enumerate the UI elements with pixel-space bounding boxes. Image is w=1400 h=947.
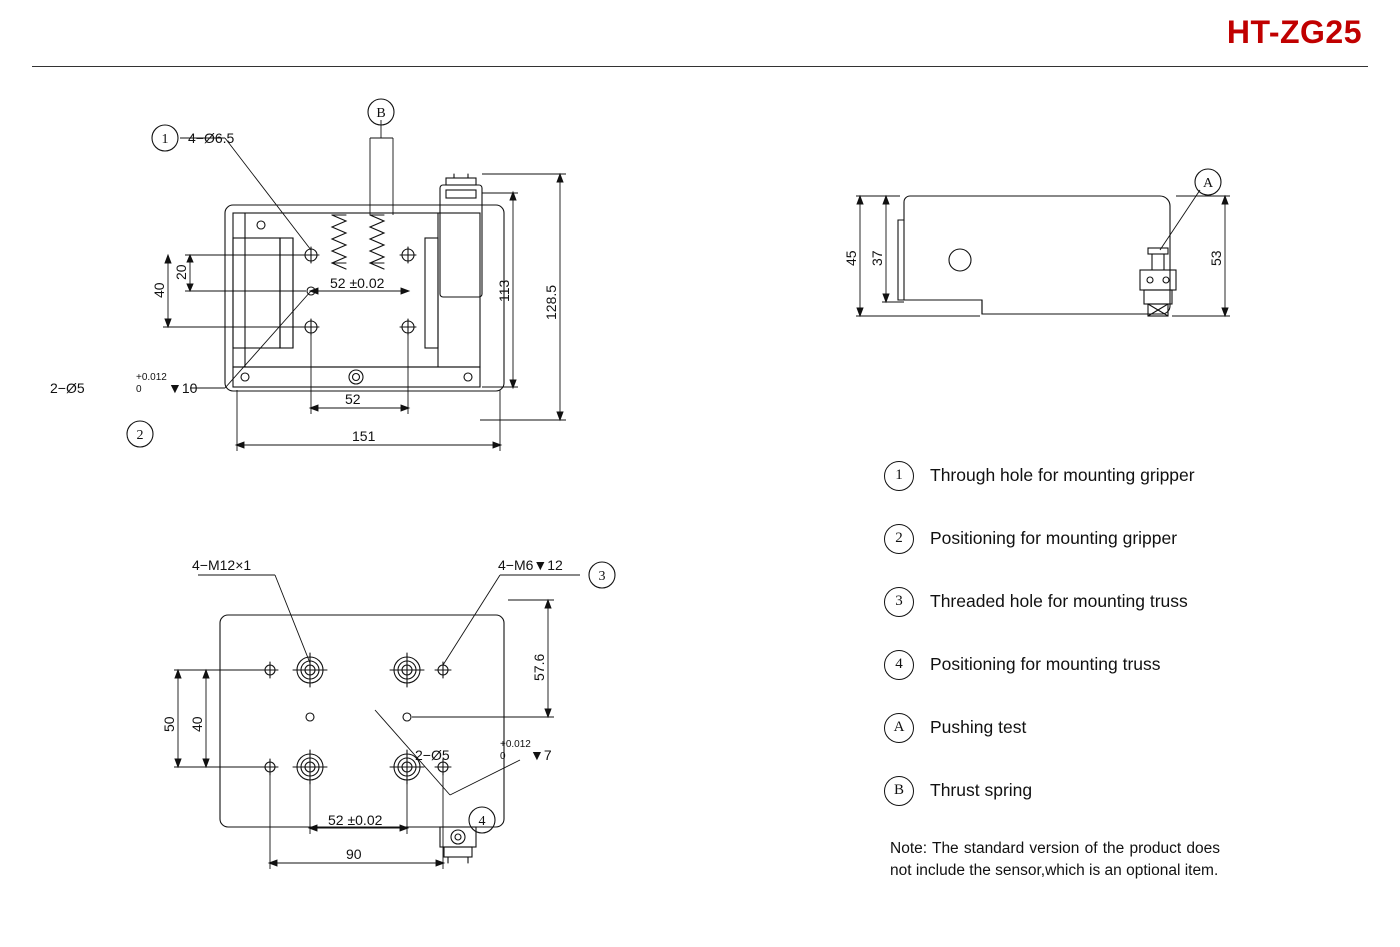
balloon-4: 4 xyxy=(478,814,486,829)
front-vert-20: 20 xyxy=(173,264,189,280)
legend-item-1 xyxy=(884,444,1354,507)
legend-item-4 xyxy=(884,633,1354,696)
front-center-52: 52 ±0.02 xyxy=(330,275,385,291)
bottom-hole-callout: 2−Ø5 xyxy=(415,747,450,763)
footnote: Note: The standard version of the product does not include the sensor,which is an optional item. xyxy=(890,840,1220,880)
balloon-1: 1 xyxy=(161,132,169,147)
front-horiz-151: 151 xyxy=(352,428,376,444)
balloon-3: 3 xyxy=(598,569,606,584)
side-vert-37: 37 xyxy=(869,250,885,266)
front-vert-128: 128.5 xyxy=(543,284,559,320)
legend-item-3 xyxy=(884,570,1354,633)
bottom-thread-left: 4−M12×1 xyxy=(192,557,252,573)
front-hole-callout-bottom: 2−Ø5 xyxy=(50,380,85,396)
front-vert-113: 113 xyxy=(496,279,512,302)
legend-bubble-3: 3 xyxy=(884,587,914,617)
bottom-horiz-52: 52 ±0.02 xyxy=(328,812,383,828)
side-vert-53: 53 xyxy=(1208,250,1224,266)
legend-label-a: Pushing test xyxy=(930,717,1027,737)
front-vert-40: 40 xyxy=(151,282,167,298)
bottom-depth-symbol: ▼7 xyxy=(530,747,552,763)
legend-label-1: Through hole for mounting gripper xyxy=(930,465,1195,485)
bottom-vert-40: 40 xyxy=(189,716,205,732)
bottom-tolerance-upper: +0.012 xyxy=(500,739,531,750)
front-tolerance-lower: 0 xyxy=(136,384,142,395)
legend-label-b: Thrust spring xyxy=(930,780,1033,800)
legend-item-2 xyxy=(884,507,1354,570)
front-depth-symbol: ▼10 xyxy=(168,380,198,396)
balloon-2: 2 xyxy=(136,428,144,443)
legend-bubble-1: 1 xyxy=(884,461,914,491)
legend-list xyxy=(884,444,1354,822)
side-vert-45: 45 xyxy=(843,250,859,266)
page-title: HT-ZG25 xyxy=(1226,14,1362,50)
legend-item-b xyxy=(884,759,1354,822)
header-divider xyxy=(32,66,1368,67)
legend-bubble-2: 2 xyxy=(884,524,914,554)
legend-item-a xyxy=(884,696,1354,759)
bottom-tolerance-lower: 0 xyxy=(500,751,506,762)
legend-bubble-b: B xyxy=(884,776,914,806)
front-horiz-52: 52 xyxy=(345,391,361,407)
legend-bubble-a: A xyxy=(884,713,914,743)
balloon-b: B xyxy=(376,106,386,121)
bottom-vert-50: 50 xyxy=(161,716,177,732)
legend-label-4: Positioning for mounting truss xyxy=(930,654,1161,674)
legend-label-3: Threaded hole for mounting truss xyxy=(930,591,1188,611)
legend-label-2: Positioning for mounting gripper xyxy=(930,528,1178,548)
bottom-horiz-90: 90 xyxy=(346,846,362,862)
bottom-view-drawing xyxy=(110,545,710,915)
front-view-drawing xyxy=(40,90,660,480)
front-hole-callout-top: 4−Ø6.5 xyxy=(188,130,235,146)
side-view-drawing xyxy=(830,150,1280,370)
bottom-thread-right: 4−M6▼12 xyxy=(498,557,563,573)
front-tolerance-upper: +0.012 xyxy=(136,372,167,383)
bottom-vert-57: 57.6 xyxy=(531,653,547,681)
legend-bubble-4: 4 xyxy=(884,650,914,680)
balloon-a: A xyxy=(1202,176,1214,191)
